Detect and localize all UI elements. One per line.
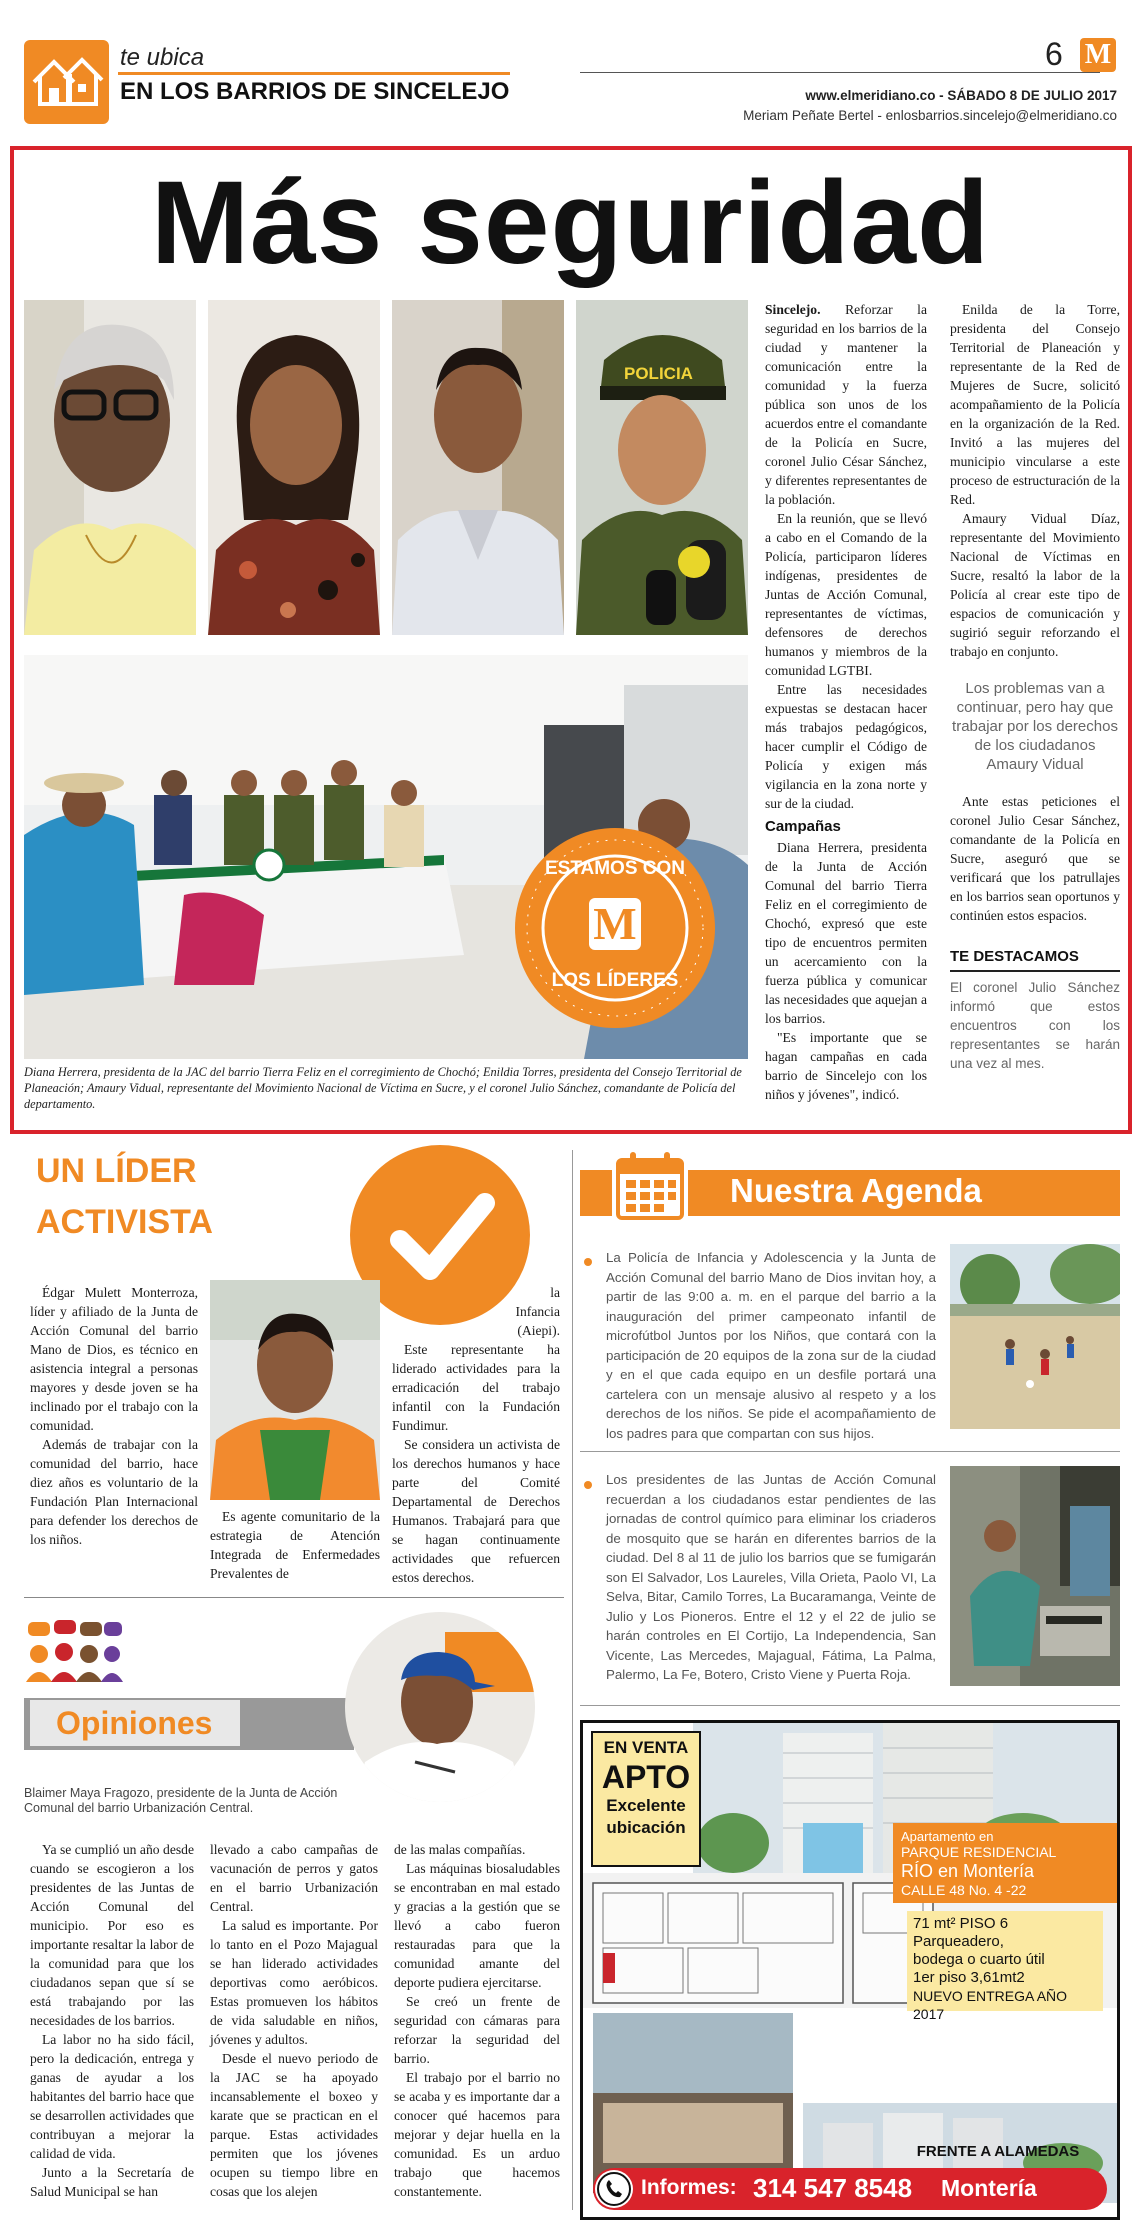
section-title: EN LOS BARRIOS DE SINCELEJO [120,78,510,105]
opinion-paragraph-8: Las máquinas biosaludables se encontraban en mal estado y gracias a la gestión que se llevó a cabo fueron restauradas para que la comunidad amante del deporte pudiera ejercitarse. [394,1861,560,1990]
ad-box-line-4: CALLE 48 No. 4 -22 [901,1882,1027,1898]
vertical-column-rule [572,1150,573,2210]
main-paragraph-5: "Es importante que se hagan campañas en cada barrio de Sincelejo con los niños y jóvenes", indicó. [765,1030,927,1102]
opinions-title: Opiniones [56,1705,213,1741]
agenda-photo-soccer [950,1244,1120,1429]
agenda-item-2: Los presidentes de las Juntas de Acción Comunal recuerdan a los ciudadanos estar pendientes de las jornadas de control químico para eliminar los criaderos de mosquito que se harán en diferentes barrios de la ciudad. Del 8 al 11 de julio los barrios que se fumigarán son El Salvador, Los Laureles, Villa Orieta, Paolo VI, La Selva, Bitar, Camilo Torres, La Bucaramanga, Veinte de Julio y Los Pioneros. Entre el 12 y el 22 de julio se harán controles en El Cortijo, La Independencia, San Vicente, Las Mercedes, Majagual, Fátima, La Palma, Palermo, La Fe, Botero, Cristo Viene y Puerta Roja. [606,1472,936,1682]
opinion-paragraph-6: Desde el nuevo periodo de la JAC se ha apoyado incansablemente el boxeo y karate que se practican en el parque. Estas actividades permiten que los jóvenes ocupen su tiempo libre en cosas que los alejen [210,2051,378,2199]
ad-venta-box [591,1731,701,1867]
pull-quote-author: Amaury Vidual [986,756,1084,773]
ad-spec-5: NUEVO ENTREGA AÑO 2017 [913,1988,1068,2022]
portrait-amaury-vidual [392,300,564,635]
ad-spec-1: 71 mt² PISO 6 [913,1915,1009,1932]
agenda-bullet-1 [584,1258,592,1266]
opinion-paragraph-7: de las malas compañías. [394,1842,526,1857]
site-date: www.elmeridiano.co - SÁBADO 8 DE JULIO 2017 [805,88,1117,103]
leader-paragraph-3: Es agente comunitario de la estrategia de Atención Integrada de Enfermedades Prevalentes de [210,1509,380,1581]
ad-phone-number: 314 547 8548 [753,2173,913,2203]
section-logo-box [24,40,109,124]
opinion-author-photo [345,1612,535,1802]
opinion-column-2 [210,1840,378,2201]
badge-top-text: ESTAMOS CON [544,858,686,879]
ad-phone-city: Montería [941,2175,1037,2201]
ad-line-3: Excelente [606,1796,686,1815]
leader-photo [210,1280,380,1500]
house-icon [24,40,109,124]
opinion-paragraph-1: Ya se cumplió un año desde cuando se escogieron a los presidentes de las Juntas de Acción Comunal del municipio. Por eso es importante resaltar la labor de la comunidad para que los ciudadanos sepan que sí se está trabajando por las necesidades de los barrios. [30,1842,194,2028]
ad-box-line-3: RÍO en Montería [901,1861,1035,1881]
portrait-enilda-torres [208,300,380,635]
dateline: Sincelejo. [765,302,821,317]
photo-caption: Diana Herrera, presidenta de la JAC del barrio Tierra Feliz en el corregimiento de Chochó; Enildia Torres, presidenta del Consejo Territorial de Planeación; Amaury Vidual, representante del Movimiento Nacional de Víctima en Sucre, y el coronel Julio Sánchez, comandante de Policía del departamento. [24,1065,742,1111]
leader-paragraph-5: Este representante ha liderado actividades para la erradicación del trabajo infantil con la Fundación Fundimur. [392,1342,560,1433]
ad-box-line-2: PARQUE RESIDENCIAL [901,1844,1057,1860]
main-paragraph-8: Ante estas peticiones el coronel Julio Cesar Sánchez, comandante de la Policía en Sucre, aseguró que se verificará que los patrullajes en los barrios sean oportunos y continúen estos espacios. [950,794,1120,923]
left-section-rule [24,1597,564,1598]
main-column-2 [950,300,1120,1073]
people-chat-icon [24,1620,124,1690]
opinion-paragraph-4: llevado a cabo campañas de vacunación de perros y gatos en el barrio Urbanización Central. [210,1842,378,1914]
leader-column-1 [30,1283,198,1549]
main-paragraph-6: Enilda de la Torre, presidenta del Consejo Territorial de Planeación y representante de la Red de Mujeres de Sucre, solicitó acompañamiento de la Policía en la organización de la Red. Invitó a las mujeres del municipio vincularse a este proceso de estructuración de la Red. [950,302,1120,507]
page-number: 6 [1045,36,1063,72]
opinion-caption: Blaimer Maya Fragozo, presidente de la Junta de Acción Comunal del barrio Urbanización Central. [24,1786,338,1815]
badge-logo-letter: M [593,898,637,949]
section-rule [118,72,510,75]
real-estate-ad [580,1720,1120,2220]
estamos-con-lideres-badge [515,828,715,1028]
opinion-paragraph-3: Junto a la Secretaría de Salud Municipal se han [30,2165,194,2199]
ad-spec-4: 1er piso 3,61mt2 [913,1969,1025,1986]
leader-title-line-1: UN LÍDER [36,1152,197,1190]
agenda-item-1: La Policía de Infancia y Adolescencia y la Junta de Acción Comunal del barrio Mano de Dios invitan hoy, a partir de las 9:00 a. m. en el parque del barrio a la inauguración del primer campeonato infantil de microfútbol Juntos por los Niños, que contará con la participación de 20 equipos de la zona sur de la ciudad y en el que cada equipo en un desfile portará una cartelera con un mensaje alusivo al respeto y a los derechos de los niños. Se pide el acompañamiento de los padres para que compartan con sus hijos. [606,1250,936,1441]
badge-logo [589,898,641,950]
ad-phone-label: Informes: [641,2176,737,2199]
leader-paragraph-2: Además de trabajar con la comunidad del barrio, hace diez años es voluntario de la Fundación Plan Internacional para defender los derechos de los niños. [30,1437,198,1547]
opinion-paragraph-2: La labor no ha sido fácil, pero la dedicación, entrega y ganas de ayudar a los habitantes del barrio hace que se desarrollen actividades que contribuyan a mejorar la calidad de vida. [30,2032,194,2161]
leader-paragraph-6: Se considera un activista de los derechos humanos y hace parte del Comité Departamental de Derechos Humanos. Trabajará para que se hagan continuamente actividades que refuercen estos derechos. [392,1437,560,1585]
contact-line: Meriam Peñate Bertel - enlosbarrios.sincelejo@elmeridiano.co [743,108,1117,123]
leader-title-line-2: ACTIVISTA [36,1203,213,1241]
ad-spec-2: Parqueadero, [913,1933,1004,1950]
opinion-paragraph-10: El trabajo por el barrio no se acaba y es importante dar a conocer qué hacemos para mejorar y dejar huella en la comunidad. Es un arduo trabajo que hacemos constantemente. [394,2070,560,2199]
main-paragraph-1: Reforzar la seguridad en los barrios de la ciudad y mantener la comunicación entre la comunidad y la fuerza pública son unos de los acuerdos entre el comandante de la Policía en Sucre, coronel Julio César Sánchez, y diferentes representantes de la población. [765,302,927,507]
subhead-campanas: Campañas [765,818,841,835]
leader-paragraph-1: Édgar Mulett Monterroza, líder y afiliado de la Junta de Acción Comunal del barrio Mano de Dios, es técnico en asistencia integral a personas mayores y desde joven se ha inclinado por el trabajo con la comunidad. [30,1285,198,1433]
agenda-bottom-rule [580,1705,1120,1706]
opinion-paragraph-5: La salud es importante. Por lo tanto en el Pozo Majagual se han liderado actividades deportivas como aeróbicos. Estas promueven los hábitos de vida saludable en niños, jóvenes y adultos. [210,1918,378,2047]
ad-line-4: ubicación [606,1818,686,1837]
section-kicker: te ubica [120,44,205,71]
header-rule [580,72,1100,73]
calendar-icon [612,1148,688,1224]
agenda-rule [580,1451,1120,1452]
te-destacamos-title: TE DESTACAMOS [950,948,1079,965]
main-column-1 [765,300,927,1104]
ad-info-box [893,1823,1117,1903]
agenda-bullet-2 [584,1481,592,1489]
main-paragraph-2: En la reunión, que se llevó a cabo en el Comando de la Policía, participaron líderes indígenas, presidentes de Juntas de Acción Comunal, representantes de víctimas, defensores de derechos humanos y miembros de la comunidad LGTBI. [765,511,927,678]
leader-column-2 [210,1507,380,1583]
opinion-paragraph-9: Se creó un frente de seguridad con cámaras para reforzar la seguridad del barrio. [394,1994,560,2066]
ad-spec-3: bodega o cuarto útil [913,1951,1045,1968]
ad-line-1: EN VENTA [603,1738,689,1757]
ad-line-2: APTO [601,1759,691,1795]
phone-icon [595,2170,633,2208]
badge-bottom-text: LOS LÍDERES [551,970,679,991]
main-paragraph-3: Entre las necesidades expuestas se destacan hacer más trabajos pedagógicos, hacer cumplir el Código de Policía y exigen más vigilancia en la zona norte y sur de la ciudad. [765,682,927,811]
destacamos-rule [950,970,1120,972]
opinion-column-1 [30,1840,194,2201]
ad-frente: FRENTE A ALAMEDAS [916,2143,1080,2160]
agenda-calendar-box [612,1148,688,1224]
main-paragraph-7: Amaury Vidual Díaz, representante del Movimiento Nacional de Víctimas en Sucre, resaltó la labor de la Policía al crear este tipo de espacios de comunicación y sugirió seguir reforzando el trabajo en conjunto. [950,511,1120,659]
pull-quote-text: Los problemas van a continuar, pero hay que trabajar por los derechos de los ciudadanos [952,680,1118,754]
ad-specs-box [907,1911,1103,2022]
te-destacamos-text: El coronel Julio Sánchez informó que estos encuentros con los representantes se harán una vez al mes. [950,980,1120,1071]
ad-phone-bar [593,2168,1107,2210]
main-paragraph-4: Diana Herrera, presidenta de la Junta de Acción Comunal del barrio Tierra Feliz en el corregimiento de Chochó, expresó que este tipo de encuentros permiten un acercamiento con la fuerza pública y comunicar las necesidades que aquejan a los barrios. [765,840,927,1026]
portrait-coronel-julio-sanchez [576,300,748,635]
leader-column-3 [392,1283,560,1587]
masthead-logo-letter: M [1084,39,1112,70]
ad-box-line-1: Apartamento en [901,1829,994,1844]
agenda-title: Nuestra Agenda [730,1172,982,1209]
agenda-photo-fumigation [950,1466,1120,1686]
police-cap-text: POLICIA [624,364,693,383]
portrait-diana-herrera [24,300,196,635]
leader-paragraph-4: la Infancia (Aiepi). [515,1285,560,1338]
pull-quote [950,679,1120,774]
headline: Más seguridad [150,157,991,289]
opinion-column-3 [394,1840,560,2201]
masthead-logo [1080,38,1116,72]
